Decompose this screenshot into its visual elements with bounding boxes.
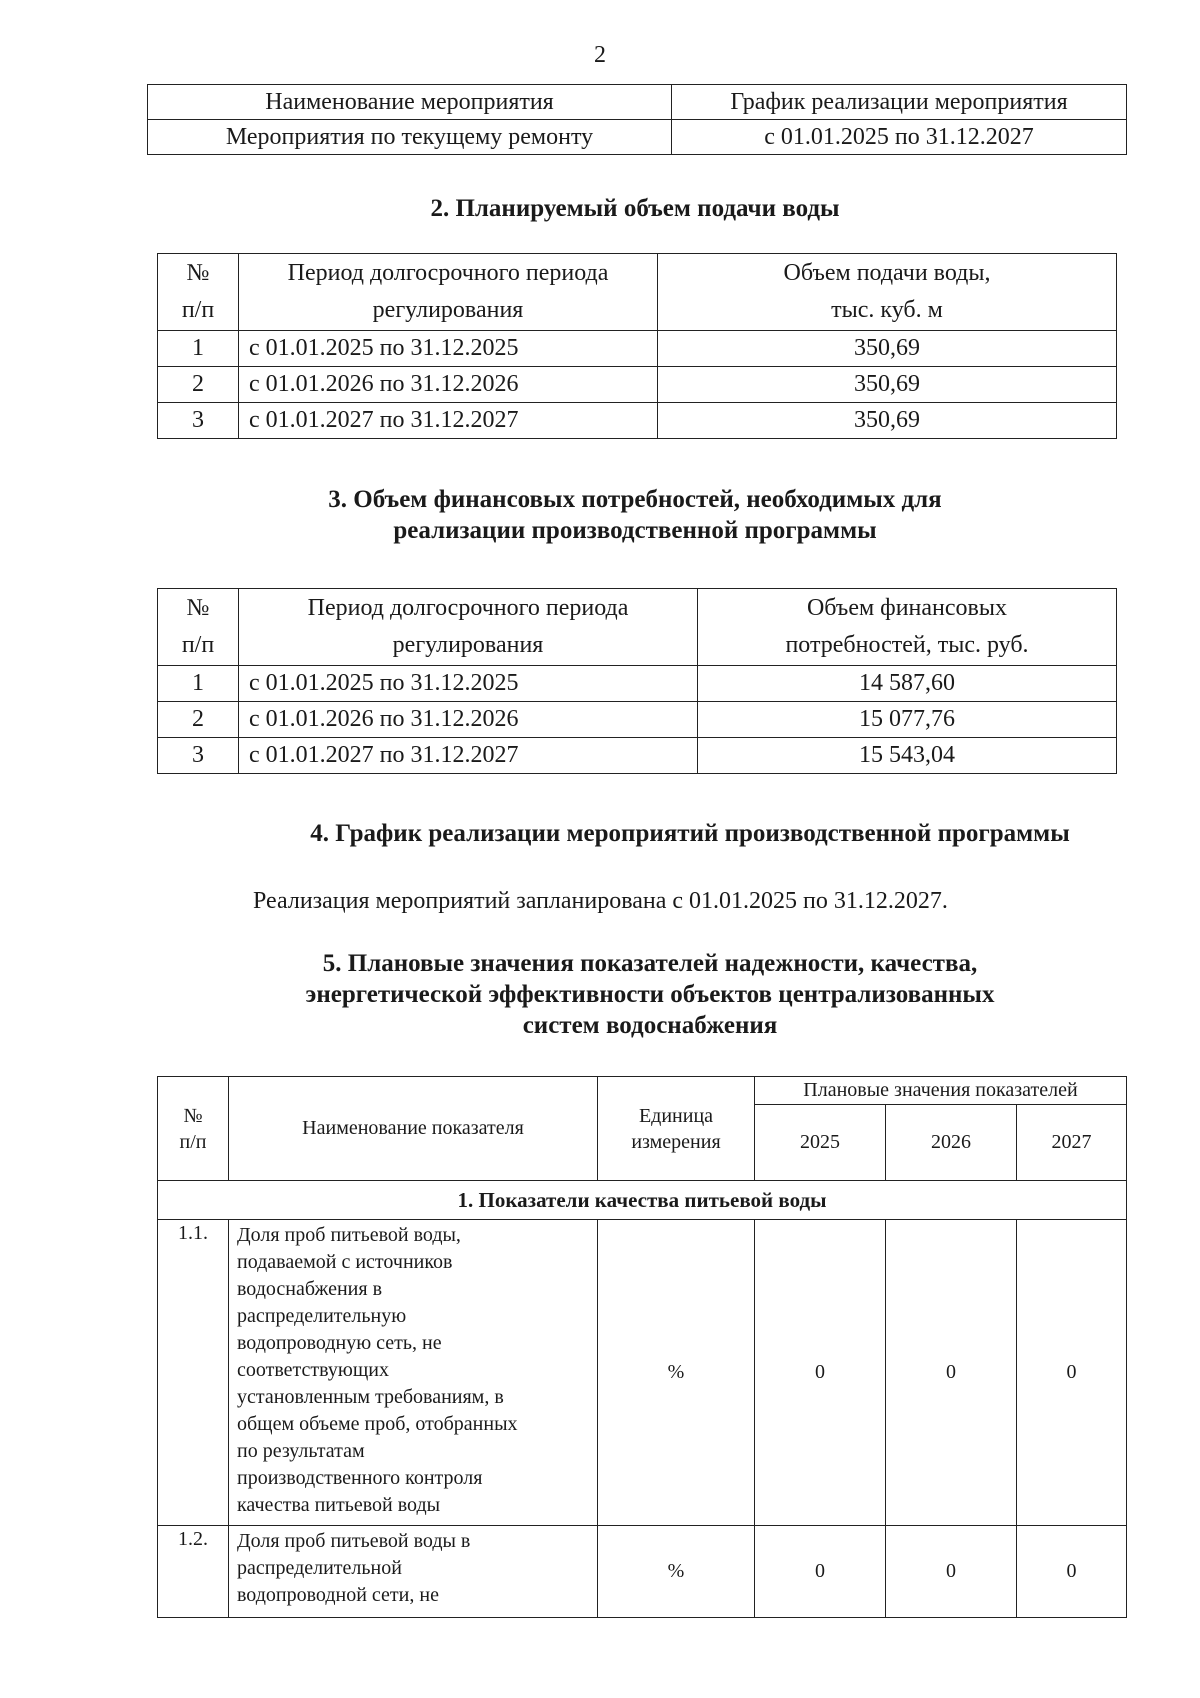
section-3-title	[0, 484, 1200, 546]
header-num-line2: п/п	[181, 632, 215, 658]
section-5-title	[200, 948, 1100, 1041]
header-period	[239, 254, 658, 331]
header-period-line1: Период долгосрочного периода	[307, 595, 629, 621]
header-year-2025: 2025	[755, 1105, 886, 1181]
row-num: 1	[158, 666, 239, 702]
table-row	[158, 1526, 1127, 1618]
header-year-2027: 2027	[1017, 1105, 1127, 1181]
row-period: с 01.01.2027 по 31.12.2027	[239, 738, 698, 774]
header-period-line2: регулирования	[392, 632, 544, 658]
header-unit-line1: Единица	[638, 1104, 714, 1127]
section-row-label: 1. Показатели качества питьевой воды	[158, 1181, 1127, 1220]
row-period: с 01.01.2026 по 31.12.2026	[239, 367, 658, 403]
header-plan-values: Плановые значения показателей	[755, 1077, 1127, 1105]
header-value	[698, 589, 1117, 666]
table-row	[148, 120, 1127, 155]
row-num: 3	[158, 738, 239, 774]
indicator-name-line: водопроводной сети, не	[237, 1584, 439, 1606]
table-row	[158, 331, 1117, 367]
water-supply-volume-table	[157, 253, 1117, 439]
activities-table	[147, 84, 1127, 155]
table-row	[158, 1220, 1127, 1526]
section-4-text: Реализация мероприятий запланирована с 01.01.2025 по 31.12.2027.	[253, 888, 948, 914]
row-unit: %	[598, 1526, 755, 1618]
row-period: с 01.01.2027 по 31.12.2027	[239, 403, 658, 439]
row-value: 15 543,04	[698, 738, 1117, 774]
table-header-row	[158, 589, 1117, 666]
section-3-title-line2: реализации производственной программы	[393, 517, 877, 544]
header-num-line1: №	[186, 595, 210, 621]
row-value: 15 077,76	[698, 702, 1117, 738]
header-num-line2: п/п	[181, 297, 215, 323]
table-row	[158, 738, 1117, 774]
header-period	[239, 589, 698, 666]
row-num: 2	[158, 702, 239, 738]
section-row	[158, 1181, 1127, 1220]
row-value: 350,69	[658, 367, 1117, 403]
row-num: 3	[158, 403, 239, 439]
section-5-title-line3: систем водоснабжения	[522, 1012, 778, 1039]
header-period-line2: регулирования	[372, 297, 524, 323]
header-num	[158, 589, 239, 666]
indicator-name-line: водопроводную сеть, не	[237, 1332, 442, 1354]
header-unit-line2: измерения	[631, 1130, 721, 1153]
table-header-row	[148, 85, 1127, 120]
financial-needs-table	[157, 588, 1117, 774]
section-5-title-line1: 5. Плановые значения показателей надежности, качества,	[322, 950, 978, 977]
header-year-2026: 2026	[886, 1105, 1017, 1181]
indicator-name-line: распределительной	[237, 1557, 402, 1579]
indicator-name-line: качества питьевой воды	[237, 1494, 441, 1516]
section-3-title-line1: 3. Объем финансовых потребностей, необходимых для	[328, 486, 942, 513]
indicator-name-line: соответствующих	[237, 1359, 389, 1381]
indicator-name-line: распределительную	[237, 1305, 407, 1327]
indicator-name-line: производственного контроля	[237, 1467, 483, 1489]
indicator-name-line: водоснабжения в	[237, 1278, 383, 1300]
indicators-table	[157, 1076, 1127, 1618]
row-value: 350,69	[658, 403, 1117, 439]
indicator-name-line: установленным требованиям, в	[237, 1386, 504, 1408]
header-value-line1: Объем подачи воды,	[783, 260, 991, 286]
row-num: 1.2.	[158, 1526, 229, 1618]
table-row	[158, 666, 1117, 702]
header-value-line2: тыс. куб. м	[831, 297, 943, 323]
row-value-2025: 0	[755, 1526, 886, 1618]
header-num	[158, 254, 239, 331]
indicator-name-line: общем объеме проб, отобранных	[237, 1413, 518, 1435]
row-value-2027: 0	[1017, 1220, 1127, 1526]
header-num-line2: п/п	[179, 1130, 207, 1153]
header-unit	[598, 1077, 755, 1181]
header-num	[158, 1077, 229, 1181]
table-row	[158, 702, 1117, 738]
activity-schedule: с 01.01.2025 по 31.12.2027	[672, 120, 1127, 155]
header-value	[658, 254, 1117, 331]
row-num: 1	[158, 331, 239, 367]
table-header-row	[158, 1077, 1127, 1105]
indicator-name-line: подаваемой с источников	[237, 1251, 453, 1273]
table-header-row	[158, 254, 1117, 331]
activity-name: Мероприятия по текущему ремонту	[148, 120, 672, 155]
row-value-2027: 0	[1017, 1526, 1127, 1618]
header-schedule: График реализации мероприятия	[672, 85, 1127, 120]
row-num: 1.1.	[158, 1220, 229, 1526]
header-activity-name: Наименование мероприятия	[148, 85, 672, 120]
row-value: 14 587,60	[698, 666, 1117, 702]
header-indicator-name: Наименование показателя	[229, 1077, 598, 1181]
row-value-2026: 0	[886, 1526, 1017, 1618]
indicator-name-line: Доля проб питьевой воды в	[237, 1530, 471, 1552]
row-indicator-name	[229, 1220, 598, 1526]
row-indicator-name	[229, 1526, 598, 1618]
row-period: с 01.01.2025 по 31.12.2025	[239, 666, 698, 702]
indicator-name-line: по результатам	[237, 1440, 365, 1462]
row-period: с 01.01.2026 по 31.12.2026	[239, 702, 698, 738]
section-5-title-line2: энергетической эффективности объектов централизованных	[305, 981, 995, 1008]
header-value-line1: Объем финансовых	[806, 595, 1008, 621]
header-num-line1: №	[186, 260, 210, 286]
row-num: 2	[158, 367, 239, 403]
table-row	[158, 403, 1117, 439]
row-value: 350,69	[658, 331, 1117, 367]
indicator-name-line: Доля проб питьевой воды,	[237, 1224, 461, 1246]
row-value-2026: 0	[886, 1220, 1017, 1526]
header-period-line1: Период долгосрочного периода	[287, 260, 609, 286]
row-unit: %	[598, 1220, 755, 1526]
header-value-line2: потребностей, тыс. руб.	[785, 632, 1029, 658]
section-2-title: 2. Планируемый объем подачи воды	[430, 195, 840, 222]
page-number: 2	[594, 42, 606, 68]
row-period: с 01.01.2025 по 31.12.2025	[239, 331, 658, 367]
header-num-line1: №	[183, 1104, 203, 1127]
table-row	[158, 367, 1117, 403]
row-value-2025: 0	[755, 1220, 886, 1526]
section-4-title: 4. График реализации мероприятий производственной программы	[310, 820, 1070, 847]
